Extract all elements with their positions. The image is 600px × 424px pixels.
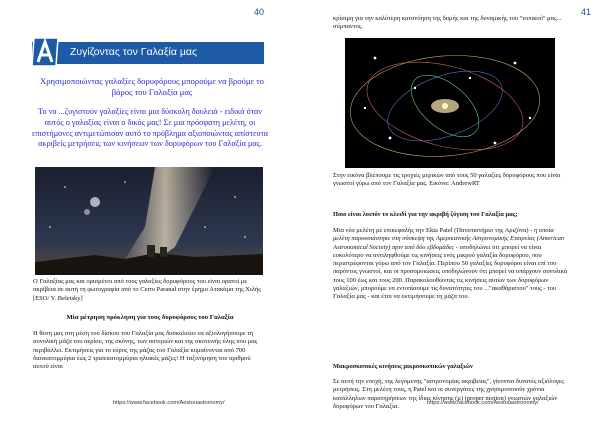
footer-link[interactable]: https://www.facebook.com/Aestouastronomy/	[427, 400, 539, 406]
photo-caption: Ο Γαλαξίας μας και ορισμένοι από τους γαλαξίες δορυφόρους του είναι ορατοί με ακρίβεια σε αυτή τη φωτογραφία από το Cerro Paranal στην έρημο Ατακάμα της Χιλής [ESO/ Y. Beletsky]	[33, 278, 261, 302]
body-text: Μια νέα μελέτη με επικεφαλής την Ekta Patel (Πανεπιστήμιο της Αριζόνα) -	[333, 227, 534, 234]
continued-text: κρίσιμη για την καλύτερη κατανόηση της δομής και της δυναμικής του "τοπικού" μας... σύμπαντος.	[333, 15, 562, 31]
section-heading: Μία μέτρηση πρόκληση για τους δορυφόρους του Γαλαξία	[66, 314, 234, 321]
body-text: - υποδηλώνει ότι μπορεί να είναι ευκολότερο να αντιληφθούμε τις κινήσεις ενός μικρού γαλαξία δορυφόρου, που περιστρέφονται γύρω από τον Γαλαξία. Περίπου 50 γαλαξίες δορυφόροι είναι επί του παρόντος γνωστοί, και οι προσομοιώσεις υποδηλώνουν ότι μπορεί να υπάρχουν συνολικά τους 100 έως και τους 200. Παρακολουθώντας τις κινήσεις αυτών των δορυφόρων γαλαξιών, μπορούμε να εντοπίσουμε τις δυνατότητες του ..."ακαθάριστου" τους - του Γαλαξία μας - και έτσι να εκτιμήσουμε τη μάζα του.	[333, 243, 568, 301]
magazine-logo-icon	[30, 36, 60, 68]
satellite-orbits-image	[345, 38, 555, 168]
image-caption: Στην εικόνα βλέπουμε τις τροχιές μερικών από τους 50 γαλαξίες δορυφόρους που είναι γνωστοί γύρω από τον Γαλαξία μας. Εικόνα: AndrewRT	[333, 172, 561, 188]
article-title: Ζυγίζοντας τον Γαλαξία μας	[70, 46, 198, 58]
article-subtitle: Χρησιμοποιώντας γαλαξίες δορυφόρους μπορούμε να βρούμε το βάρος του Γαλαξία μας	[40, 76, 264, 97]
article-intro: Το να ...ζυγιστούν γαλαξίες είναι μια δύσκολη δουλειά - ειδικά όταν αυτός ο γαλαξίας είναι ο δικός μας! Σε μια πρόσφατη μελέτη, οι επιστήμονες αντιμετώπισαν αυτό το πρόβλημα αξιοποιώντας απίστευτα ακριβείς μετρήσεις των κινήσεων των δορυφόρων του Γαλαξία μας.	[31, 107, 269, 149]
footer-link[interactable]: https://www.facebook.com/Aestouastronomy/	[113, 400, 225, 406]
milky-way-photo	[35, 167, 263, 275]
section-heading-key: Ποιο είναι λοιπόν το κλειδί για την ακριβή ζύγιση του Γαλαξία μας;	[333, 211, 518, 218]
body-italic-text: η οποία μελέτη παρουσιάστηκε στη σύσκεψη της Αμερικανικής Αστρονομικής Εταιρείας (American Astronomical Society) πριν από δύο εβδομάδες	[333, 227, 565, 251]
section-body-key	[333, 227, 571, 302]
page-number: 40	[254, 7, 265, 17]
section-heading-motions: Μακροσκοπικές κινήσεις μικροσκοπικών γαλαξιών	[333, 363, 473, 370]
section-body-motions: Σε αυτή την εποχή, της λεγόμενης "αστρονομίας ακριβείας", γίνονται δυνατές αξιόλογες μετρήσεις. Στη μελέτη τους, η Patel και οι συνεργάτες της χρησιμοποιούν χρόνια κατάλληλων παρατηρήσεων της ίδιας κίνησης (μ) (proper motion) γνωστών γαλαξιών δορυφόρων του Γαλαξία.	[333, 378, 564, 410]
section-body: Η θέση μας στη μέση του δίσκου του Γαλαξία μας δυσκολεύει να αξιολογήσουμε τη συνολική μάζα του αερίου, της σκόνης, των αστεριών και της σκοτεινής ύλης που μας περιβάλλει. Εκτιμήσεις για το εύρος της μάζας του Γαλαξία κυμαίνονται από 700 δισεκατομμύρια έως 2 τρισεκατομμύρια ηλιακές μάζες! Η ταξινόμηση του αριθμού αυτού είναι	[33, 330, 258, 371]
page-number: 41	[580, 7, 591, 17]
right-page	[300, 0, 600, 424]
